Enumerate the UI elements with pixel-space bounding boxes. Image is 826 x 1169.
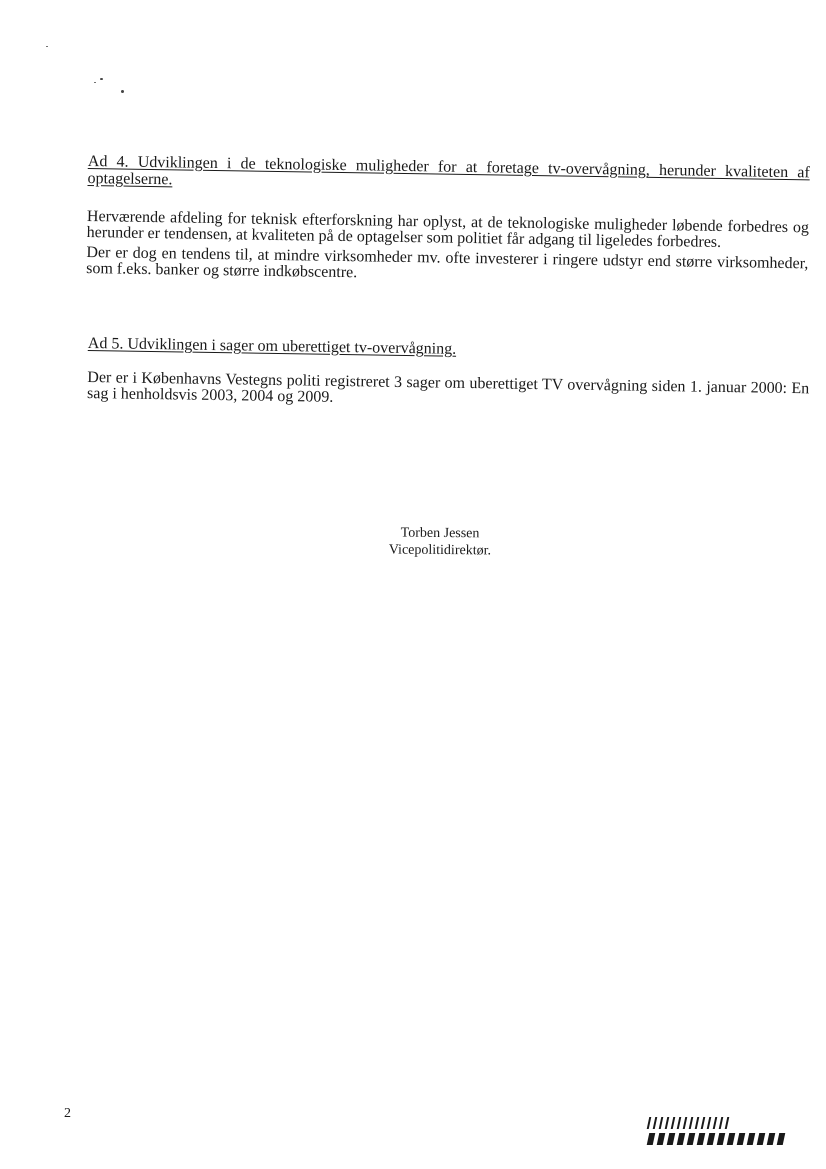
scan-speck	[94, 82, 96, 83]
section-4-heading: Ad 4. Udviklingen i de teknologiske muligheder for at foretage tv-overvågning, herunder kvaliteten af optagelserne.	[87, 153, 810, 189]
section-ad-5	[87, 335, 810, 413]
section-4-paragraph-1: Herværende afdeling for teknisk efterforskning har oplyst, at de teknologiske muligheder løbende forbedres og herunder er tendensen, at kvaliteten på de optagelser som politiet får adgang til ligeledes forbedres.	[86, 207, 810, 251]
signature-block	[340, 524, 540, 560]
scan-speck	[46, 46, 48, 47]
signature-title: Vicepolitidirektør.	[388, 542, 492, 559]
section-4-paragraph-2: Der er dog en tendens til, at mindre virksomheder mv. ofte investerer i ringere udstyr end større virksomheder, som f.eks. banker og større indkøbscentre.	[86, 243, 809, 282]
signature-name: Torben Jessen	[400, 525, 480, 542]
section-ad-4	[86, 153, 810, 288]
scan-speck	[100, 78, 103, 80]
page-number: 2	[64, 1106, 71, 1121]
scan-speck	[121, 90, 124, 93]
barcode-mark	[648, 1117, 788, 1145]
section-5-heading: Ad 5. Udviklingen i sager om uberettiget tv-overvågning.	[87, 335, 457, 358]
section-5-paragraph-1: Der er i Københavns Vestegns politi registreret 3 sager om uberettiget TV overvågning siden 1. januar 2000: En sag i henholdsvis 2003, 2004 og 2009.	[86, 368, 810, 406]
